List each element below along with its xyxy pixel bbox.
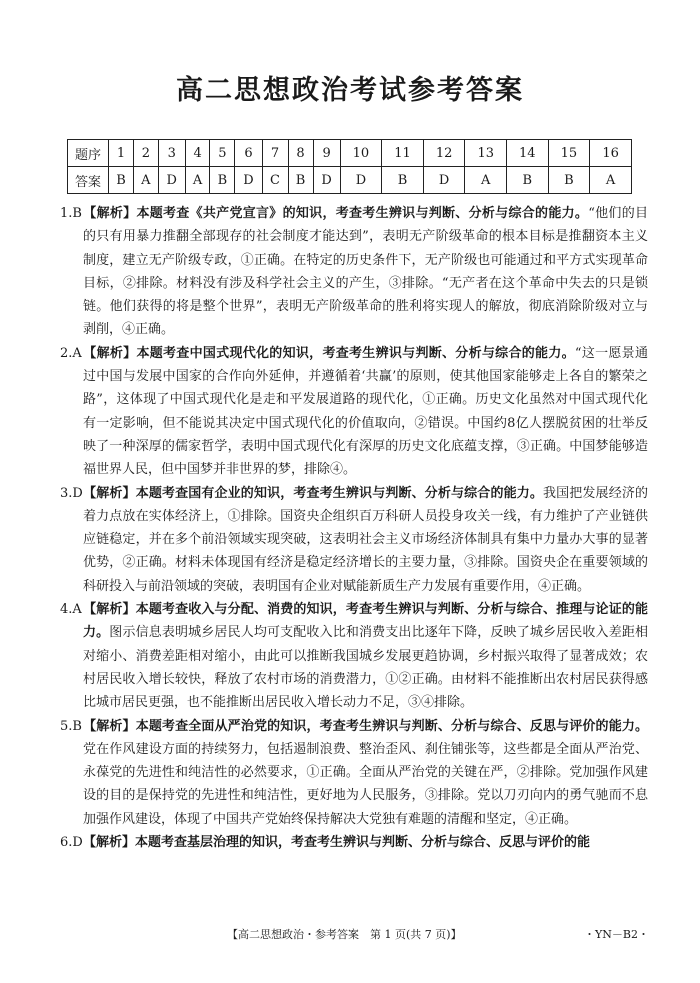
analysis-tag: 【解析】 (83, 206, 137, 221)
analysis-tag: 【解析】 (83, 718, 136, 734)
item-body: 我国把发展经济的着力点放在实体经济上，①排除。国资央企组织百万科研人员投身攻关一线，有力维护了产业链供应链稳定，并在多个前沿领域实现突破，这表明社会主义市场经济体制具有集中力量办大事的显著优势，②正确。材料未体现国有经济是稳定经济增长的主要力量，③排除。国资央企在重要领域的科研投入与前沿领域的突破，表明国有企业对赋能新质生产力发展有重要作用，④正确。 (83, 485, 648, 594)
explanation-item (60, 715, 648, 831)
answer-cell: D (313, 167, 340, 194)
analysis-tag: 【解析】 (83, 835, 136, 851)
question-number: 1 (109, 140, 134, 167)
item-lead: 本题考查中国式现代化的知识，考查考生辨识与判断、分析与综合的能力。 (136, 345, 575, 361)
item-body: “这一愿景通过中国与发展中国家的合作向外延伸，并遵循着‘共赢’的原则，使其他国家能够走上各自的繁荣之路”，这体现了中国式现代化是走和平发展道路的现代化，①正确。历史文化虽然对中国式现代化有一定影响，但不能说其决定中国式现代化的价值取向，②错误。中国约8亿人摆脱贫困的壮举反映了一种深厚的儒家哲学，表明中国式现代化有深厚的历史文化底蕴支撑，③正确。中国梦能够造福世界人民，但中国梦并非世界的梦，排除④。 (83, 345, 648, 478)
explanation-item (60, 202, 648, 342)
item-number: 1.B (60, 206, 82, 221)
question-number: 5 (210, 140, 235, 167)
question-number: 3 (158, 140, 185, 167)
answer-row-label: 答案 (68, 167, 109, 194)
question-number: 16 (590, 140, 632, 167)
answer-cell: D (423, 167, 465, 194)
answer-cell: B (210, 167, 235, 194)
question-number: 4 (185, 140, 210, 167)
question-number: 11 (382, 140, 424, 167)
item-body: 党在作风建设方面的持续努力，包括遏制浪费、整治歪风、刹住铺张等，这些都是全面从严治党、永葆党的先进性和纯洁性的必然要求，①正确。全面从严治党的关键在严，②排除。党加强作风建设的目的是保持党的先进性和纯洁性，更好地为人民服务，③排除。党以刀刃向内的勇气驰而不息加强作风建设，体现了中国共产党始终保持解决大党独有难题的清醒和坚定，④正确。 (83, 741, 648, 827)
answer-cell: B (507, 167, 549, 194)
question-number: 14 (507, 140, 549, 167)
analysis-tag: 【解析】 (83, 602, 136, 618)
item-lead: 本题考查全面从严治党的知识，考查考生辨识与判断、分析与综合、反思与评价的能力。 (135, 718, 648, 734)
answer-cell: B (548, 167, 590, 194)
explanation-item (60, 831, 648, 854)
question-number: 2 (134, 140, 159, 167)
answer-table-answer-row (68, 167, 632, 194)
answer-table-number-row (68, 140, 632, 167)
question-number: 10 (340, 140, 382, 167)
item-number: 3.D (60, 485, 83, 501)
explanation-item (60, 598, 648, 714)
item-number: 6.D (60, 835, 83, 851)
answer-cell: B (382, 167, 424, 194)
item-body: “他们的目的只有用暴力推翻全部现存的社会制度才能达到”，表明无产阶级革命的根本目标是推翻资本主义制度，建立无产阶级专政，①正确。在特定的历史条件下，无产阶级也可能通过和平方式实现革命目标，②排除。材料没有涉及科学社会主义的产生，③排除。“无产者在这个革命中失去的只是锁链。他们获得的将是整个世界”，表明无产阶级革命的胜利将实现人的解放，彻底消除阶级对立与剥削，④正确。 (83, 206, 648, 338)
answer-cell: A (590, 167, 632, 194)
item-body: 图示信息表明城乡居民人均可支配收入比和消费支出比逐年下降，反映了城乡居民收入差距相对缩小、消费差距相对缩小，由此可以推断我国城乡发展更趋协调，乡村振兴取得了显著成效；农村居民收入增长较快，释放了农村市场的消费潜力，①②正确。由材料不能推断出农村居民获得感比城市居民更强，也不能推断出居民收入增长动力不足，③④排除。 (83, 625, 648, 711)
question-number: 13 (465, 140, 507, 167)
explanation-item (60, 482, 648, 598)
question-number: 15 (548, 140, 590, 167)
answer-cell: A (134, 167, 159, 194)
explanation-item (60, 342, 648, 482)
question-number: 9 (313, 140, 340, 167)
analysis-tag: 【解析】 (83, 345, 137, 361)
item-number: 4.A (60, 602, 82, 618)
answer-cell: B (109, 167, 134, 194)
question-number: 6 (235, 140, 262, 167)
item-number: 2.A (60, 345, 82, 361)
explanation-list (60, 202, 648, 854)
answer-cell: D (158, 167, 185, 194)
item-lead: 本题考查《共产党宣言》的知识，考查考生辨识与判断、分析与综合的能力。 (136, 206, 589, 221)
answer-cell: B (288, 167, 313, 194)
footer-page-info: 【高二思想政治・参考答案 第 1 页(共 7 页)】 (227, 928, 462, 941)
answer-cell: D (235, 167, 262, 194)
number-row-label: 题序 (68, 140, 109, 167)
item-number: 5.B (60, 718, 82, 734)
question-number: 8 (288, 140, 313, 167)
item-lead: 本题考查基层治理的知识，考查考生辨识与判断、分析与综合、反思与评价的能 (135, 835, 591, 851)
page-title: 高二思想政治考试参考答案 (176, 75, 524, 106)
answer-cell: C (262, 167, 288, 194)
footer-code: ・YN－B2・ (584, 928, 649, 941)
answer-cell: A (465, 167, 507, 194)
item-lead: 本题考查国有企业的知识，考查考生辨识与判断、分析与综合的能力。 (135, 485, 543, 501)
item-lead: 本题考查收入与分配、消费的知识，考查考生辨识与判断、分析与综合、推理与论证的能力。 (83, 602, 648, 641)
answer-cell: A (185, 167, 210, 194)
analysis-tag: 【解析】 (83, 485, 136, 501)
answer-table (67, 139, 632, 194)
question-number: 7 (262, 140, 288, 167)
question-number: 12 (423, 140, 465, 167)
answer-cell: D (340, 167, 382, 194)
